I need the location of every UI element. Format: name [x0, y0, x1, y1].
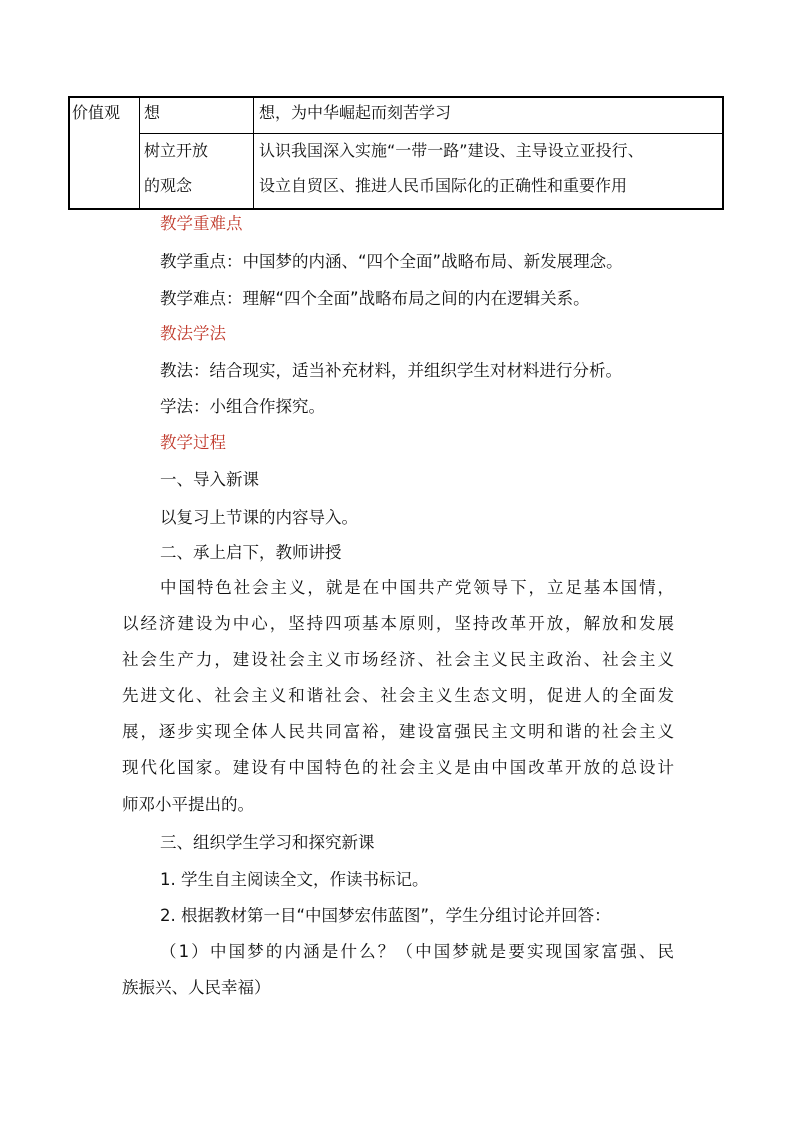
teaching-method-text: 教法：结合现实，适当补充材料，并组织学生对材料进行分析。 [160, 361, 622, 380]
question1-line-2: 族振兴、人民幸福） [122, 978, 271, 997]
step1-text: 以复习上节课的内容导入。 [160, 508, 358, 527]
paragraph-line-6: 现代化国家。建设有中国特色的社会主义是由中国改革开放的总设计 [122, 758, 674, 777]
paragraph-line-2: 以经济建设为中心，坚持四项基本原则，坚持改革开放，解放和发展 [122, 614, 674, 633]
table-row-divider [139, 133, 722, 134]
table-cell-row1-col2: 想 [144, 103, 161, 122]
process-heading: 教学过程 [160, 433, 226, 452]
table-cell-value-label: 价值观 [72, 103, 121, 122]
step1-title: 一、导入新课 [160, 470, 259, 489]
key-point-text: 教学重点：中国梦的内涵、“四个全面”战略布局、新发展理念。 [160, 252, 623, 271]
paragraph-line-5: 展，逐步实现全体人民共同富裕，建设富强民主文明和谐的社会主义 [122, 722, 674, 741]
paragraph-line-7: 师邓小平提出的。 [122, 795, 254, 814]
key-points-heading: 教学重难点 [160, 214, 243, 233]
learning-method-text: 学法：小组合作探究。 [160, 397, 325, 416]
step3-item-2: 2. 根据教材第一目“中国梦宏伟蓝图”，学生分组讨论并回答： [160, 906, 611, 925]
table-cell-row2-col2-line2: 的观念 [144, 176, 193, 195]
paragraph-line-1: 中国特色社会主义，就是在中国共产党领导下，立足基本国情， [160, 578, 674, 597]
paragraph-line-4: 先进文化、社会主义和谐社会、社会主义生态文明，促进人的全面发 [122, 686, 674, 705]
difficult-point-text: 教学难点：理解“四个全面”战略布局之间的内在逻辑关系。 [160, 289, 590, 308]
step2-title: 二、承上启下，教师讲授 [160, 543, 342, 562]
table-cell-row2-col3-line2: 设立自贸区、推进人民币国际化的正确性和重要作用 [259, 176, 628, 195]
objectives-table [68, 96, 724, 210]
paragraph-line-3: 社会生产力，建设社会主义市场经济、社会主义民主政治、社会主义 [122, 650, 674, 669]
table-col-divider-2 [253, 98, 254, 208]
step3-item-1: 1. 学生自主阅读全文，作读书标记。 [160, 870, 429, 889]
step3-title: 三、组织学生学习和探究新课 [160, 833, 375, 852]
table-col-divider-1 [139, 98, 140, 208]
table-cell-row2-col2-line1: 树立开放 [144, 141, 209, 160]
table-cell-row2-col3-line1: 认识我国深入实施“一带一路”建设、主导设立亚投行、 [259, 141, 644, 160]
method-heading: 教法学法 [160, 324, 226, 343]
table-cell-row1-col3: 想，为中华崛起而刻苦学习 [259, 103, 452, 122]
question1-line-1: （1）中国梦的内涵是什么？（中国梦就是要实现国家富强、民 [160, 942, 674, 961]
